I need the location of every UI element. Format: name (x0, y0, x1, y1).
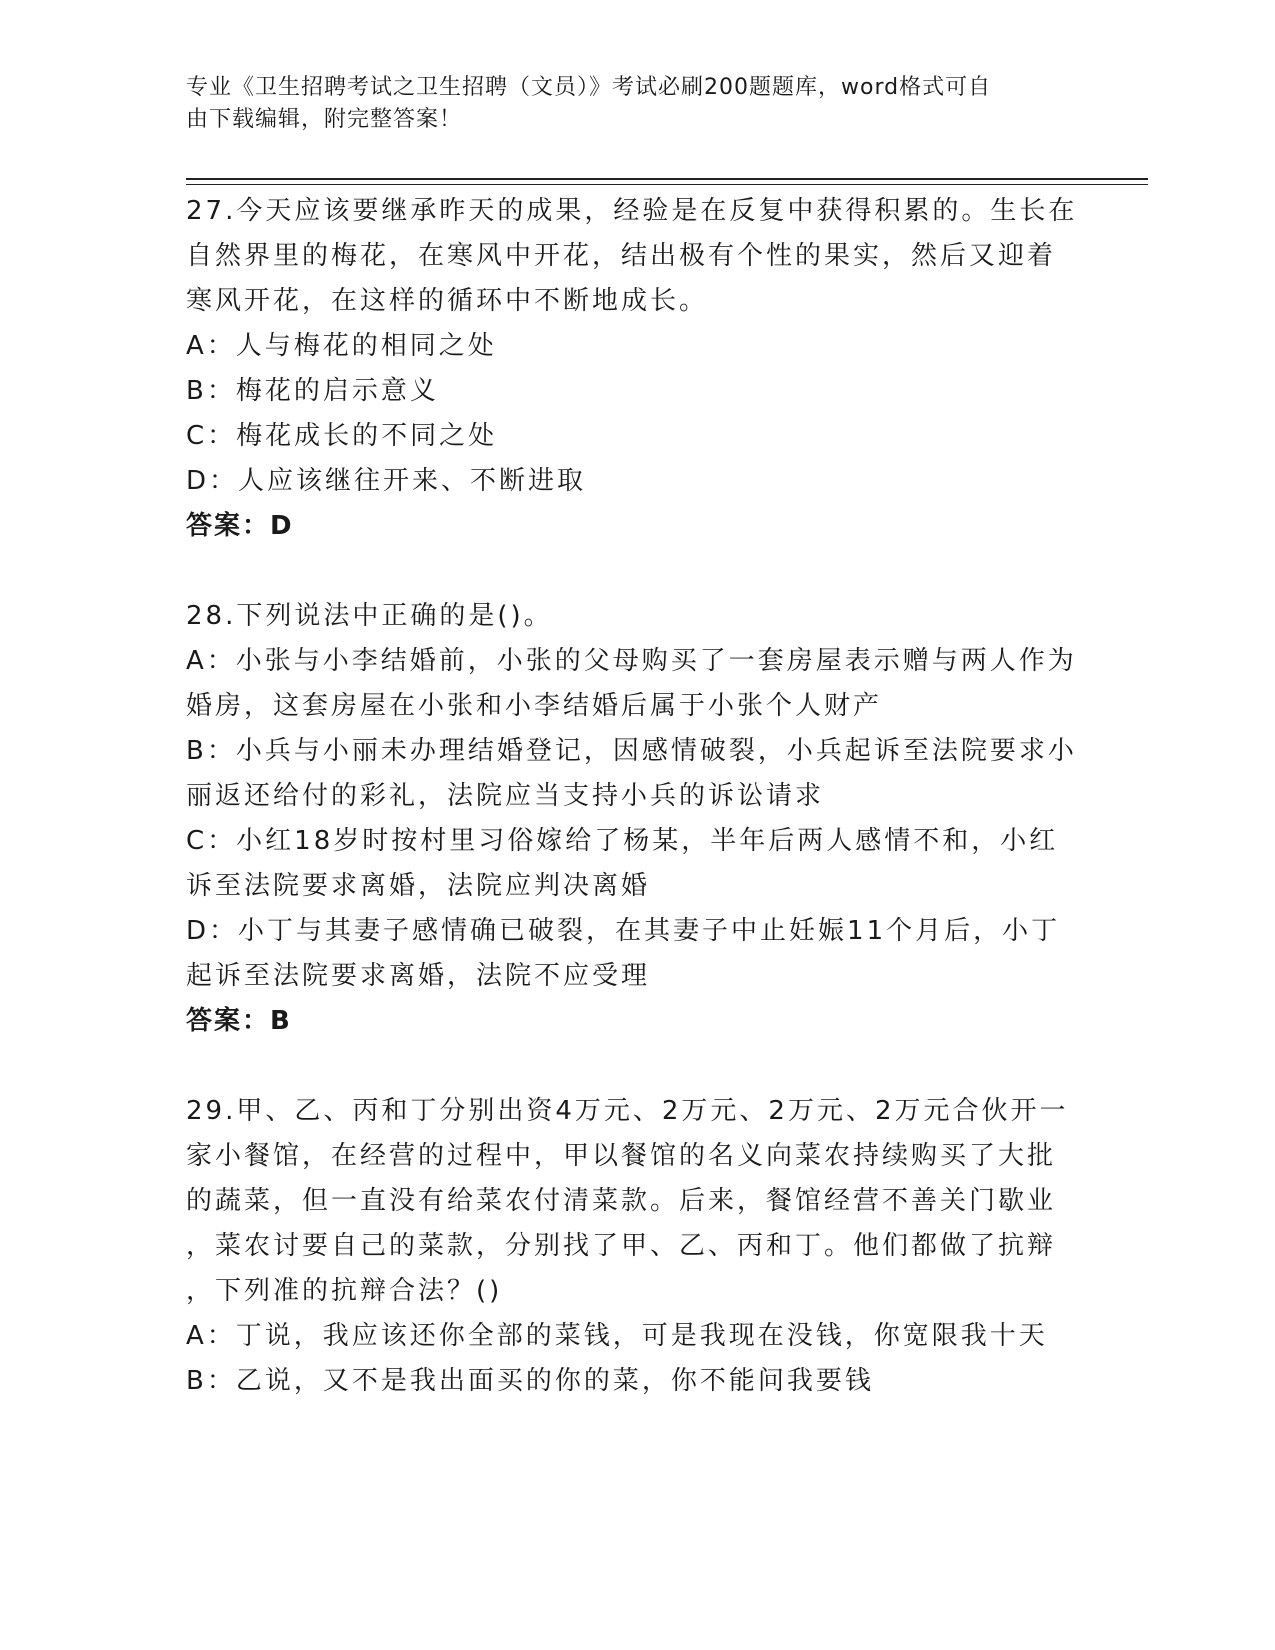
question-list (186, 189, 1086, 1404)
question-stem-line: 寒风开花，在这样的循环中不断地成长。 (186, 286, 709, 316)
answer-label: 答案：B (186, 1006, 292, 1036)
question-stem-line: 28.下列说法中正确的是()。 (186, 601, 553, 631)
header-line: 专业《卫生招聘考试之卫生招聘（文员）》考试必刷200题题库，word格式可自 (186, 75, 992, 100)
option-a: A：人与梅花的相同之处 (186, 331, 497, 361)
question-stem-line: 29.甲、乙、丙和丁分别出资4万元、2万元、2万元、2万元合伙开一 (186, 1096, 1069, 1126)
option-d: D：小丁与其妻子感情确已破裂，在其妻子中止妊娠11个月后，小丁 (186, 916, 1061, 946)
option-b-continued: 丽返还给付的彩礼，法院应当支持小兵的诉讼请求 (186, 781, 825, 811)
question-spacer (186, 1044, 1086, 1089)
option-b: B：小兵与小丽未办理结婚登记，因感情破裂，小兵起诉至法院要求小 (186, 736, 1077, 766)
option-c: C：小红18岁时按村里习俗嫁给了杨某，半年后两人感情不和，小红 (186, 826, 1059, 856)
question-block (186, 594, 1086, 1044)
option-a-continued: 婚房，这套房屋在小张和小李结婚后属于小张个人财产 (186, 691, 883, 721)
question-stem-line: 27.今天应该要继承昨天的成果，经验是在反复中获得积累的。生长在 (186, 196, 1078, 226)
option-a: A：丁说，我应该还你全部的菜钱，可是我现在没钱，你宽限我十天 (186, 1321, 1048, 1351)
option-d-continued: 起诉至法院要求离婚，法院不应受理 (186, 961, 651, 991)
answer-label: 答案：D (186, 511, 294, 541)
option-c: C：梅花成长的不同之处 (186, 421, 498, 451)
option-a: A：小张与小李结婚前，小张的父母购买了一套房屋表示赠与两人作为 (186, 646, 1077, 676)
question-stem-line: 自然界里的梅花，在寒风中开花，结出极有个性的果实，然后又迎着 (186, 241, 1057, 271)
question-stem-line: 的蔬菜，但一直没有给菜农付清菜款。后来，餐馆经营不善关门歇业 (186, 1186, 1057, 1216)
option-b: B：梅花的启示意义 (186, 376, 439, 406)
header-divider-thin (186, 184, 1148, 185)
option-d: D：人应该继往开来、不断进取 (186, 466, 587, 496)
question-stem-line: ，下列准的抗辩合法？() (186, 1276, 503, 1306)
header-divider (186, 178, 1148, 180)
question-stem-line: 家小餐馆，在经营的过程中，甲以餐馆的名义向菜农持续购买了大批 (186, 1141, 1057, 1171)
option-c-continued: 诉至法院要求离婚，法院应判决离婚 (186, 871, 651, 901)
document-header (186, 72, 1066, 136)
question-block (186, 1089, 1086, 1404)
question-block (186, 189, 1086, 549)
question-stem-line: ，菜农讨要自己的菜款，分别找了甲、乙、丙和丁。他们都做了抗辩 (186, 1231, 1057, 1261)
option-b: B：乙说，又不是我出面买的你的菜，你不能问我要钱 (186, 1366, 874, 1396)
header-line: 由下载编辑，附完整答案！ (186, 107, 463, 132)
question-spacer (186, 549, 1086, 594)
